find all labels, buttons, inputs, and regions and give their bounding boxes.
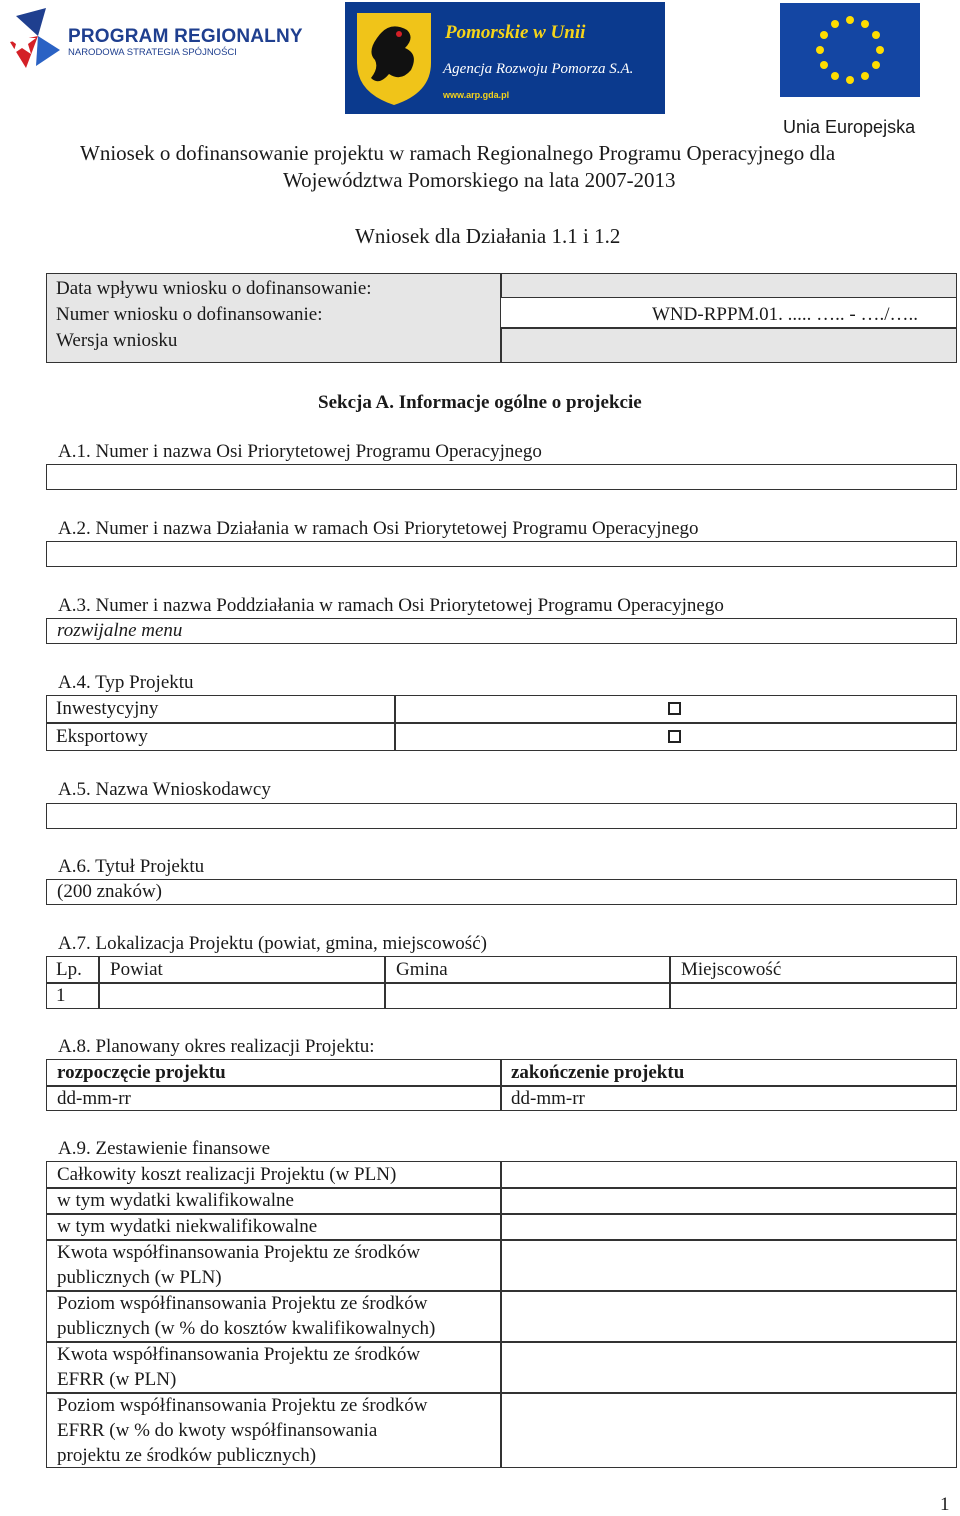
a9-value-public-amount[interactable] [510, 1242, 950, 1288]
a9-row-public-amount-line2: publicznych (w PLN) [57, 1267, 222, 1288]
eu-flag-logo [780, 3, 920, 97]
a4-investment-checkbox[interactable] [668, 702, 681, 715]
a9-value-efrr-level[interactable] [510, 1395, 950, 1465]
a3-dropdown[interactable] [46, 618, 957, 644]
a9-row-efrr-amount-line2: EFRR (w PLN) [57, 1369, 177, 1390]
a6-input-hint: (200 znaków) [57, 881, 162, 902]
a9-row-efrr-amount-line1: Kwota współfinansowania Projektu ze środków [57, 1344, 421, 1365]
a3-label: A.3. Numer i nazwa Poddziałania w ramach Osi Priorytetowej Programu Operacyjnego [58, 595, 724, 616]
a9-row-public-level-line1: Poziom współfinansowania Projektu ze środków [57, 1293, 428, 1314]
a5-label: A.5. Nazwa Wnioskodawcy [58, 779, 271, 800]
a6-input[interactable] [46, 879, 957, 905]
a4-label: A.4. Typ Projektu [58, 672, 194, 693]
program-logo-subtitle: NARODOWA STRATEGIA SPÓJNOŚCI [68, 47, 237, 58]
star-emblem-icon [8, 6, 68, 76]
section-a-title: Sekcja A. Informacje ogólne o projekcie [318, 392, 642, 413]
a3-dropdown-value: rozwijalne menu [57, 620, 183, 641]
a9-value-eligible[interactable] [510, 1190, 950, 1212]
a2-input[interactable] [46, 541, 957, 567]
a7-col-miejscowosc: Miejscowość [681, 959, 782, 980]
pomorskie-logo-title: Pomorskie w Unii [445, 22, 586, 43]
a9-row-efrr-level-line1: Poziom współfinansowania Projektu ze środków [57, 1395, 428, 1416]
a7-label: A.7. Lokalizacja Projektu (powiat, gmina, miejscowość) [58, 933, 487, 954]
a8-end-label: zakończenie projektu [511, 1062, 685, 1083]
a7-row-1-gmina[interactable] [396, 985, 666, 1007]
a9-label: A.9. Zestawienie finansowe [58, 1138, 271, 1159]
info-row-date: Data wpływu wniosku o dofinansowanie: [56, 278, 372, 299]
a9-row-efrr-level-line2: EFRR (w % do kwoty współfinansowania [57, 1420, 378, 1441]
a4-option-export-label: Eksportowy [56, 726, 148, 747]
a9-row-eligible: w tym wydatki kwalifikowalne [57, 1190, 294, 1211]
a9-value-public-level[interactable] [510, 1293, 950, 1339]
a9-value-ineligible[interactable] [510, 1216, 950, 1238]
a8-start-date-field[interactable]: dd-mm-rr [57, 1088, 131, 1109]
info-row-number: Numer wniosku o dofinansowanie: [56, 304, 323, 325]
eu-stars-icon [780, 3, 920, 97]
a8-end-date-field[interactable]: dd-mm-rr [511, 1088, 585, 1109]
a1-label: A.1. Numer i nazwa Osi Priorytetowej Programu Operacyjnego [58, 441, 542, 462]
program-logo-title: PROGRAM REGIONALNY [68, 26, 303, 47]
pomorskie-logo-url: www.arp.gda.pl [443, 90, 510, 100]
a7-col-gmina: Gmina [396, 959, 448, 980]
program-regionalny-logo [8, 6, 303, 76]
a9-row-efrr-level-line3: projektu ze środków publicznych) [57, 1445, 317, 1466]
a9-row-ineligible: w tym wydatki niekwalifikowalne [57, 1216, 318, 1237]
a9-value-total-cost[interactable] [510, 1164, 950, 1186]
a7-col-powiat: Powiat [110, 959, 163, 980]
a9-value-efrr-amount[interactable] [510, 1344, 950, 1390]
a1-input[interactable] [46, 464, 957, 490]
pomorskie-w-unii-logo [345, 2, 665, 114]
a9-row-public-level-line2: publicznych (w % do kosztów kwalifikowalnych) [57, 1318, 436, 1339]
a6-label: A.6. Tytuł Projektu [58, 856, 205, 877]
a4-export-checkbox[interactable] [668, 730, 681, 743]
a7-col-lp: Lp. [56, 959, 82, 980]
a4-option-investment-label: Inwestycyjny [56, 698, 159, 719]
document-subtitle: Wniosek dla Działania 1.1 i 1.2 [355, 224, 621, 248]
a7-row-1-miejscowosc[interactable] [681, 985, 951, 1007]
a7-row-1-lp: 1 [56, 985, 66, 1006]
griffin-crest-icon [349, 8, 439, 108]
a8-start-label: rozpoczęcie projektu [57, 1062, 226, 1083]
a7-row-1-powiat[interactable] [110, 985, 380, 1007]
application-number-field[interactable]: WND-RPPM.01. ..... ….. - …./….. [652, 304, 919, 325]
document-title-line1: Wniosek o dofinansowanie projektu w ramach Regionalnego Programu Operacyjnego dla [80, 141, 836, 165]
eu-caption: Unia Europejska [783, 117, 916, 137]
a9-row-total-cost: Całkowity koszt realizacji Projektu (w PLN) [57, 1164, 397, 1185]
a8-label: A.8. Planowany okres realizacji Projektu: [58, 1036, 375, 1057]
page-number: 1 [940, 1494, 950, 1515]
document-title-line2: Województwa Pomorskiego na lata 2007-2013 [283, 168, 676, 192]
pomorskie-logo-agency: Agencja Rozwoju Pomorza S.A. [443, 61, 634, 77]
info-row-version: Wersja wniosku [56, 330, 178, 351]
a5-input[interactable] [46, 803, 957, 829]
a9-row-public-amount-line1: Kwota współfinansowania Projektu ze środków [57, 1242, 421, 1263]
a2-label: A.2. Numer i nazwa Działania w ramach Osi Priorytetowej Programu Operacyjnego [58, 518, 699, 539]
